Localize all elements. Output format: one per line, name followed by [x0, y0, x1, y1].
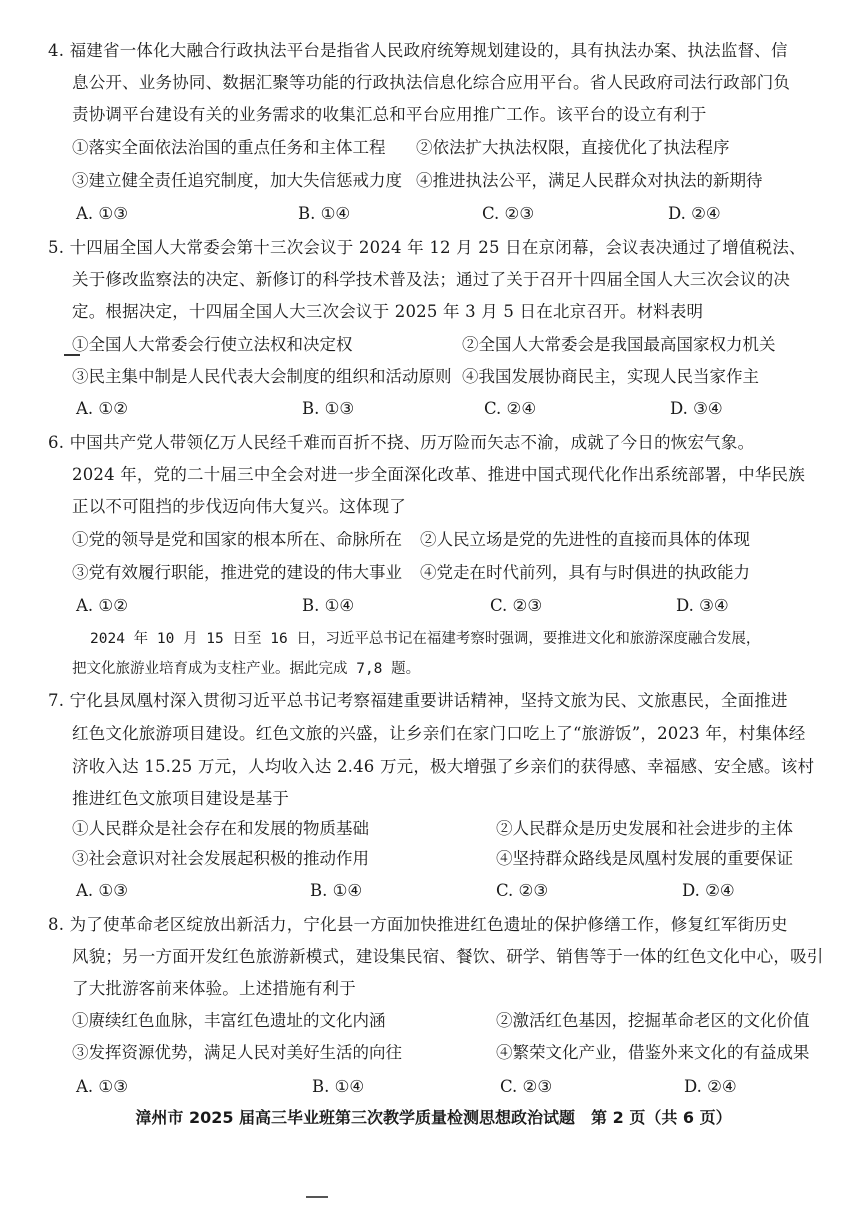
q8-option-2: ②激活红色基因，挖掘革命老区的文化价值	[496, 1011, 810, 1030]
q6-option-3: ③党有效履行职能，推进党的建设的伟大事业	[72, 563, 402, 582]
q6-option-2: ②人民立场是党的先进性的直接而具体的体现	[420, 530, 750, 549]
q7-choice-d: D. ②④	[682, 881, 735, 900]
q5-choice-c: C. ②④	[484, 399, 537, 418]
q6-option-1: ①党的领导是党和国家的根本所在、命脉所在	[72, 530, 402, 549]
q8-choice-b: B. ①④	[312, 1077, 365, 1096]
q7-choice-a: A. ①③	[76, 881, 128, 900]
q7-option-1: ①人民群众是社会存在和发展的物质基础	[72, 819, 369, 838]
q5-stem-line-1: 5. 十四届全国人大常委会第十三次会议于 2024 年 12 月 25 日在京闭幕，会议表决通过了增值税法、	[48, 238, 806, 257]
q7-stem-line-4: 推进红色文旅项目建设是基于	[72, 789, 290, 808]
q7-stem-line-3: 济收入达 15.25 万元，人均收入达 2.46 万元，极大增强了乡亲们的获得感、幸福感、安全感。该村	[72, 757, 815, 776]
q4-option-3: ③建立健全责任追究制度，加大失信惩戒力度	[72, 171, 402, 190]
q7-choice-b: B. ①④	[310, 881, 363, 900]
q5-choice-a: A. ①②	[76, 399, 128, 418]
q7-option-3: ③社会意识对社会发展起积极的推动作用	[72, 849, 369, 868]
q8-choice-a: A. ①③	[76, 1077, 128, 1096]
q7-stem-line-1: 7. 宁化县凤凰村深入贯彻习近平总书记考察福建重要讲话精神，坚持文旅为民、文旅惠民，全面推进	[48, 691, 788, 710]
q4-choice-d: D. ②④	[668, 204, 721, 223]
q5-option-1: ①全国人大常委会行使立法权和决定权	[72, 335, 353, 354]
q8-choice-c: C. ②③	[500, 1077, 553, 1096]
q4-stem-line-3: 责协调平台建设有关的业务需求的收集汇总和平台应用推广工作。该平台的设立有利于	[72, 105, 707, 124]
q8-stem-line-1: 8. 为了使革命老区绽放出新活力，宁化县一方面加快推进红色遗址的保护修缮工作，修复红军街历史	[48, 915, 788, 934]
q7-choice-c: C. ②③	[496, 881, 549, 900]
q6-choice-a: A. ①②	[76, 596, 128, 615]
q7-stem-line-2: 红色文化旅游项目建设。红色文旅的兴盛，让乡亲们在家门口吃上了“旅游饭”，2023 年，村集体经	[72, 724, 806, 743]
q5-option-2: ②全国人大常委会是我国最高国家权力机关	[462, 335, 776, 354]
q8-option-3: ③发挥资源优势，满足人民对美好生活的向往	[72, 1043, 402, 1062]
q8-option-4: ④繁荣文化产业，借鉴外来文化的有益成果	[496, 1043, 810, 1062]
q8-option-1: ①赓续红色血脉，丰富红色遗址的文化内涵	[72, 1011, 386, 1030]
q4-stem-line-2: 息公开、业务协同、数据汇聚等功能的行政执法信息化综合应用平台。省人民政府司法行政部门负	[72, 73, 791, 92]
q7-option-2: ②人民群众是历史发展和社会进步的主体	[496, 819, 793, 838]
q4-option-2: ②依法扩大执法权限，直接优化了执法程序	[416, 138, 730, 157]
q5-stem-line-2: 关于修改监察法的决定、新修订的科学技术普及法；通过了关于召开十四届全国人大三次会议的决	[72, 270, 791, 289]
q6-stem-line-2: 2024 年，党的二十届三中全会对进一步全面深化改革、推进中国式现代化作出系统部署，中华民族	[72, 465, 805, 484]
q5-choice-b: B. ①③	[302, 399, 355, 418]
q4-choice-c: C. ②③	[482, 204, 535, 223]
page-footer: 漳州市 2025 届高三毕业班第三次教学质量检测思想政治试题 第 2 页（共 6 页）	[135, 1108, 732, 1127]
q8-choice-d: D. ②④	[684, 1077, 737, 1096]
q5-stem-line-3: 定。根据决定，十四届全国人大三次会议于 2025 年 3 月 5 日在北京召开。材料表明	[72, 302, 704, 321]
q5-option-3: ③民主集中制是人民代表大会制度的组织和活动原则	[72, 367, 452, 386]
material-line-1: 2024 年 10 月 15 日至 16 日，习近平总书记在福建考察时强调，要推进文化和旅游深度融合发展，	[90, 631, 761, 647]
q5-option-4: ④我国发展协商民主，实现人民当家作主	[462, 367, 759, 386]
q6-stem-line-1: 6. 中国共产党人带领亿万人民经千难而百折不挠、历万险而矢志不渝，成就了今日的恢宏气象。	[48, 433, 755, 452]
q6-stem-line-3: 正以不可阻挡的步伐迈向伟大复兴。这体现了	[72, 497, 406, 516]
q4-choice-a: A. ①③	[76, 204, 128, 223]
material-line-2: 把文化旅游业培育成为支柱产业。据此完成 7,8 题。	[72, 661, 421, 677]
q6-option-4: ④党走在时代前列，具有与时俱进的执政能力	[420, 563, 750, 582]
q4-option-1: ①落实全面依法治国的重点任务和主体工程	[72, 138, 386, 157]
q4-option-4: ④推进执法公平，满足人民群众对执法的新期待	[416, 171, 763, 190]
q7-option-4: ④坚持群众路线是凤凰村发展的重要保证	[496, 849, 793, 868]
q8-stem-line-3: 了大批游客前来体验。上述措施有利于	[72, 979, 356, 998]
q8-stem-line-2: 风貌；另一方面开发红色旅游新模式，建设集民宿、餐饮、研学、销售等于一体的红色文化中心，吸引	[72, 947, 824, 966]
q6-choice-b: B. ①④	[302, 596, 355, 615]
pencil-dash-mark	[64, 354, 80, 356]
q5-choice-d: D. ③④	[670, 399, 723, 418]
q4-choice-b: B. ①④	[298, 204, 351, 223]
q6-choice-d: D. ③④	[676, 596, 729, 615]
bottom-scan-mark	[306, 1196, 328, 1198]
q4-stem-line-1: 4. 福建省一体化大融合行政执法平台是指省人民政府统筹规划建设的，具有执法办案、执法监督、信	[48, 41, 788, 60]
q6-choice-c: C. ②③	[490, 596, 543, 615]
